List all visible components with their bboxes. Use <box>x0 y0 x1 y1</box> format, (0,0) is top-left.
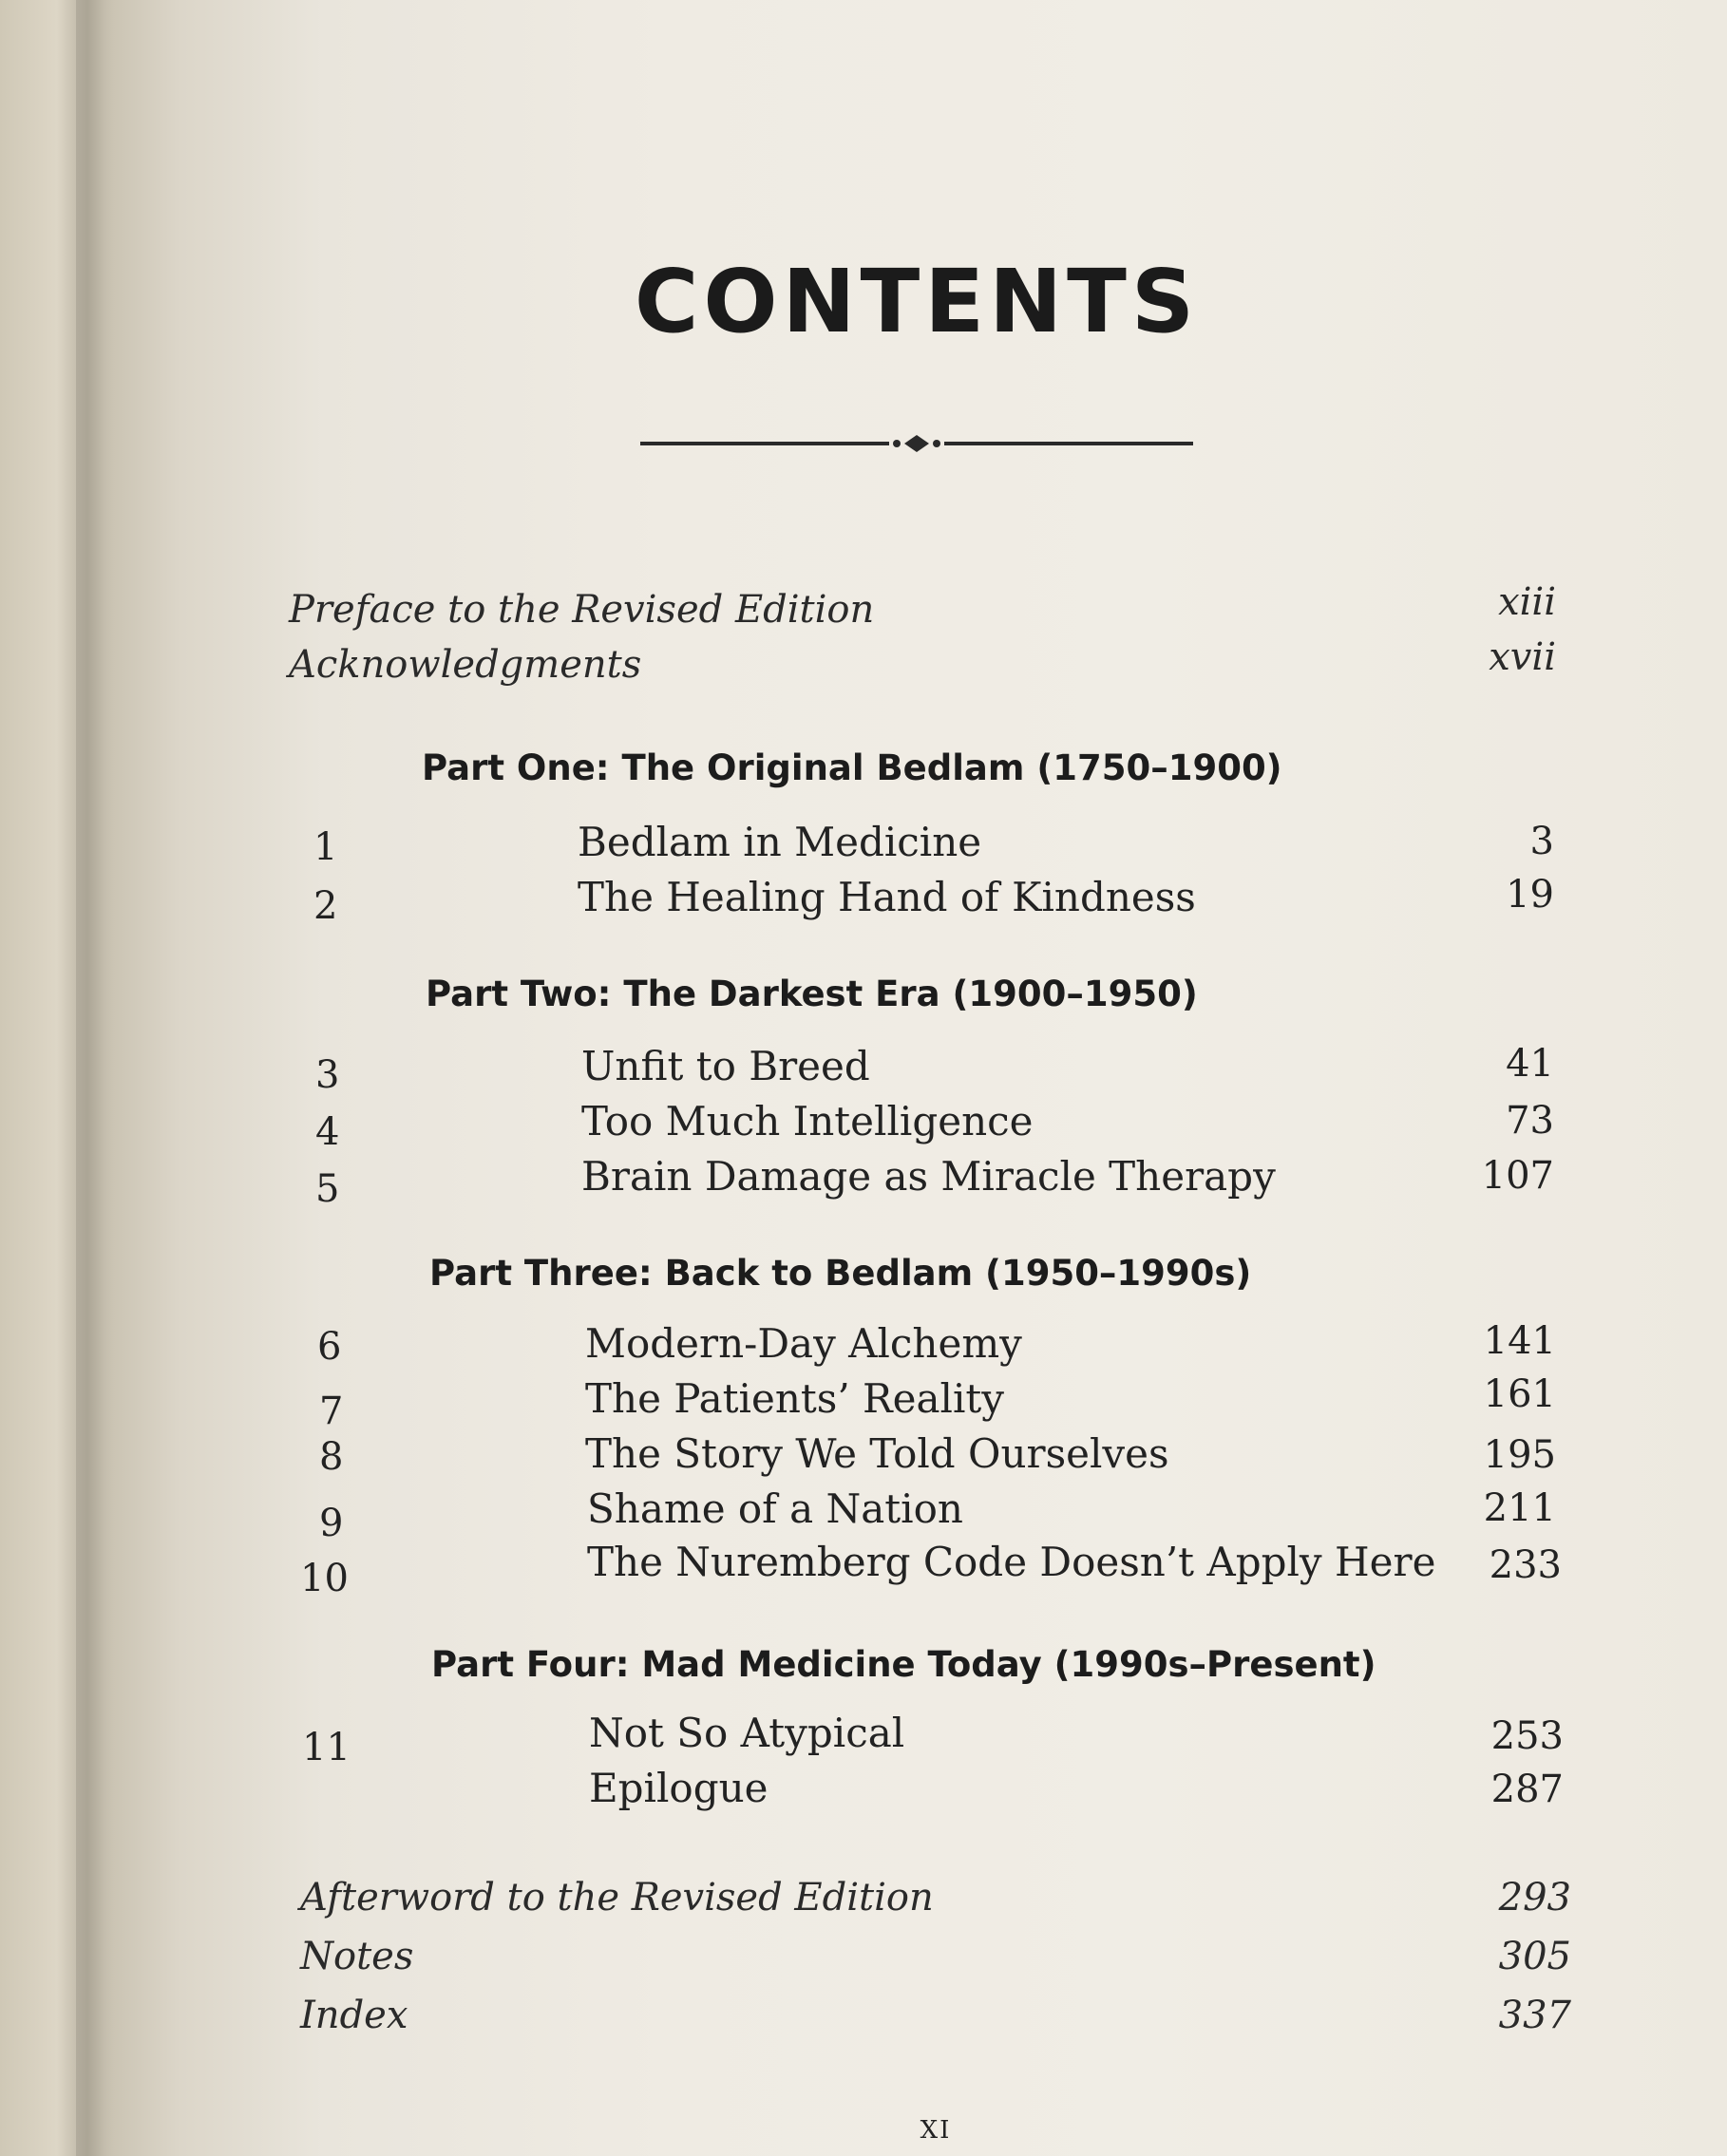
toc-page-preface: xiii <box>1498 580 1556 624</box>
chapter-page: 141 <box>1483 1319 1556 1363</box>
chapter-page: 161 <box>1483 1372 1556 1416</box>
chapter-title: Modern-Day Alchemy <box>585 1320 1022 1367</box>
chapter-page: 287 <box>1490 1768 1564 1811</box>
chapter-title: The Story We Told Ourselves <box>585 1430 1169 1477</box>
toc-entry-notes: Notes <box>300 1935 414 1978</box>
chapter-page: 107 <box>1481 1154 1554 1198</box>
part-heading: Part One: The Original Bedlam (1750–1900) <box>422 747 1282 788</box>
page-title: CONTENTS <box>634 251 1200 352</box>
chapter-title: Not So Atypical <box>589 1710 905 1756</box>
chapter-page: 41 <box>1506 1042 1554 1086</box>
page-folio: XI <box>920 2116 952 2145</box>
part-heading: Part Three: Back to Bedlam (1950–1990s) <box>429 1253 1252 1294</box>
chapter-number: 6 <box>317 1325 342 1369</box>
chapter-page: 211 <box>1483 1486 1556 1530</box>
chapter-number: 7 <box>319 1390 344 1433</box>
chapter-page: 3 <box>1529 820 1554 863</box>
title-ornament <box>640 429 1193 458</box>
part-heading: Part Four: Mad Medicine Today (1990s–Present) <box>431 1644 1376 1685</box>
chapter-page: 19 <box>1506 873 1554 917</box>
chapter-title: The Healing Hand of Kindness <box>578 874 1196 920</box>
chapter-page: 233 <box>1489 1543 1562 1587</box>
chapter-title: Too Much Intelligence <box>581 1098 1034 1144</box>
toc-entry-afterword: Afterword to the Revised Edition <box>300 1876 934 1920</box>
toc-entry-index: Index <box>300 1994 408 2037</box>
chapter-page: 253 <box>1490 1714 1564 1758</box>
chapter-title: Epilogue <box>589 1765 769 1811</box>
toc-page-afterword: 293 <box>1498 1876 1571 1920</box>
chapter-number: 8 <box>319 1435 344 1479</box>
chapter-title: The Nuremberg Code Doesn’t Apply Here <box>587 1539 1436 1585</box>
chapter-number: 1 <box>313 825 338 869</box>
toc-page-acknowledgments: xvii <box>1489 635 1556 679</box>
toc-page-index: 337 <box>1498 1994 1571 2037</box>
toc-page-notes: 305 <box>1498 1935 1571 1978</box>
chapter-title: The Patients’ Reality <box>585 1375 1005 1422</box>
chapter-title: Brain Damage as Miracle Therapy <box>581 1153 1276 1200</box>
chapter-number: 2 <box>313 884 338 928</box>
chapter-page: 195 <box>1483 1433 1556 1477</box>
chapter-page: 73 <box>1506 1099 1554 1143</box>
toc-entry-acknowledgments: Acknowledgments <box>289 643 642 687</box>
chapter-title: Bedlam in Medicine <box>578 819 982 865</box>
chapter-title: Unfit to Breed <box>581 1043 870 1089</box>
chapter-number: 4 <box>315 1110 340 1154</box>
chapter-title: Shame of a Nation <box>587 1485 963 1532</box>
chapter-number: 10 <box>300 1557 349 1600</box>
toc-entry-preface: Preface to the Revised Edition <box>289 588 875 632</box>
chapter-number: 5 <box>315 1167 340 1211</box>
chapter-number: 3 <box>315 1053 340 1097</box>
part-heading: Part Two: The Darkest Era (1900–1950) <box>426 974 1198 1014</box>
chapter-number: 11 <box>302 1726 351 1769</box>
chapter-number: 9 <box>319 1502 344 1545</box>
